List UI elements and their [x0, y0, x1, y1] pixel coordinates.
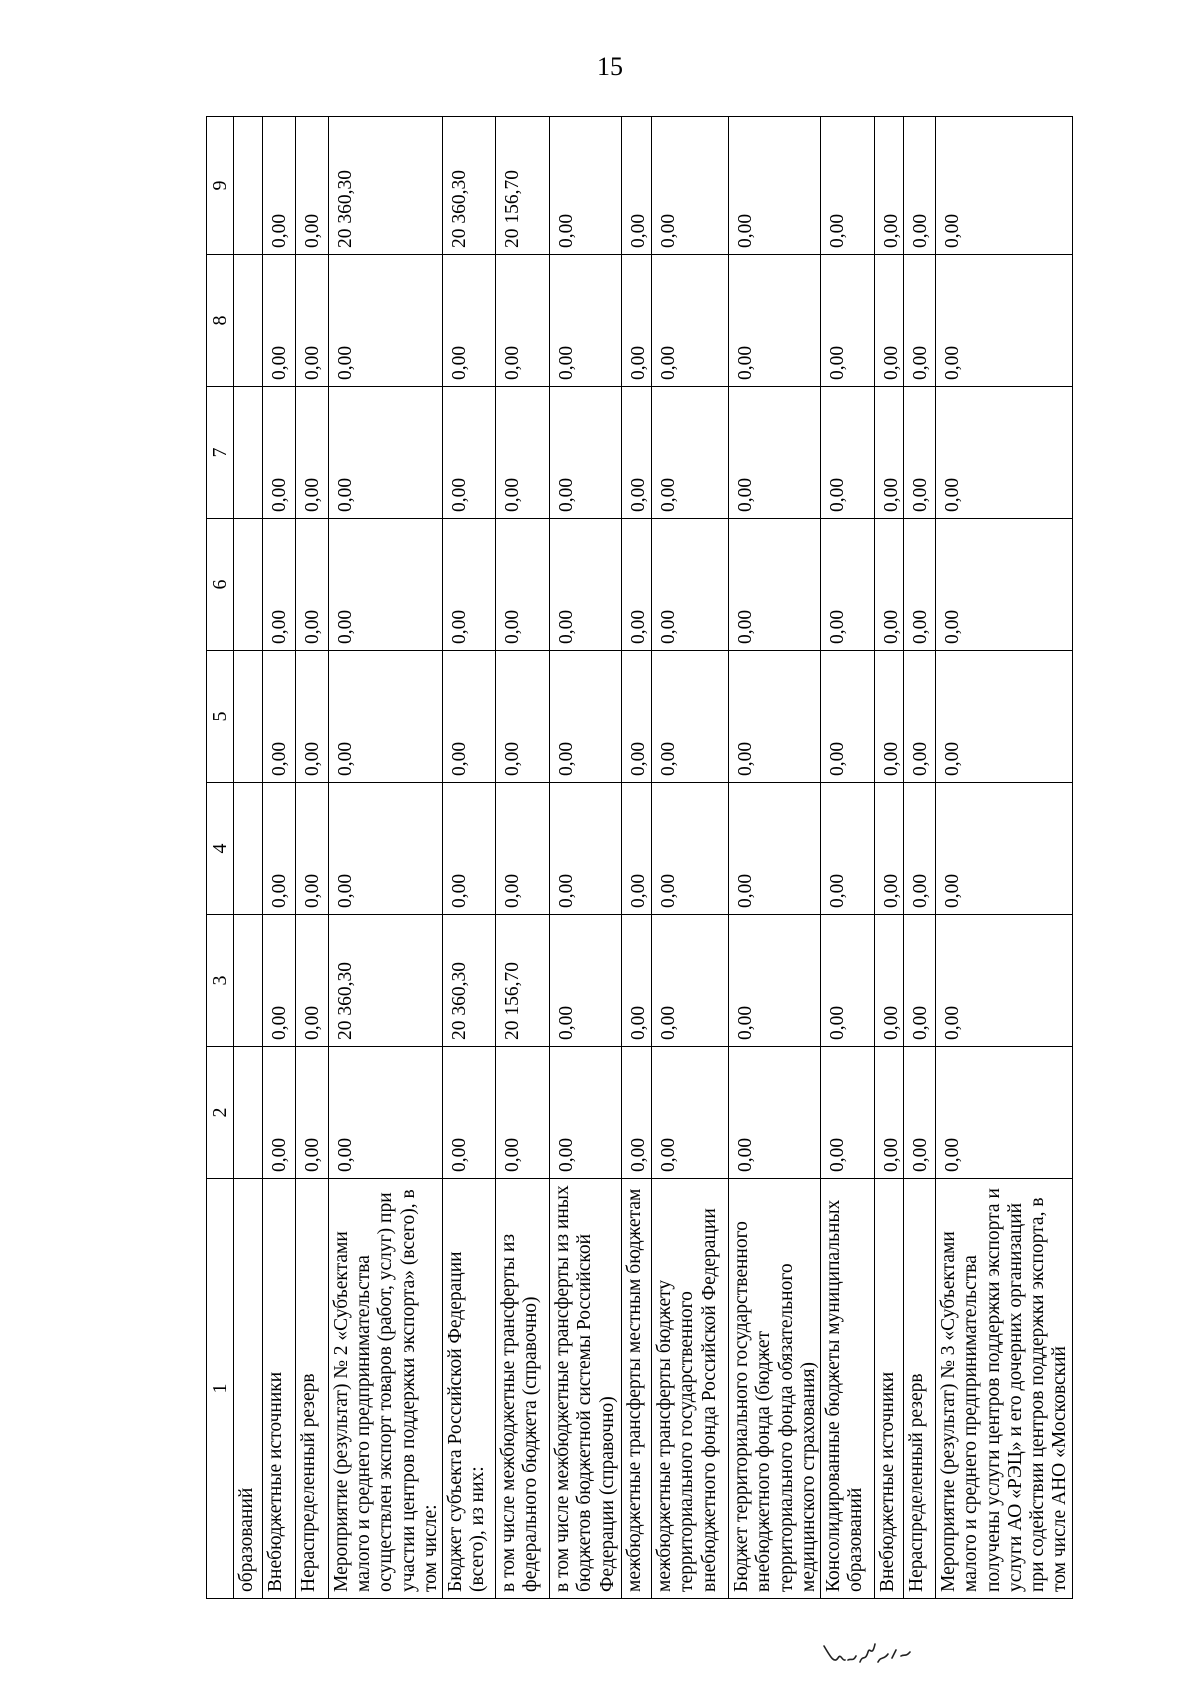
value-cell: 0,00 [550, 915, 622, 1047]
table-row [263, 117, 296, 1599]
value-cell: 0,00 [904, 915, 936, 1047]
value-cell: 0,00 [443, 651, 496, 783]
value-cell: 0,00 [936, 519, 1072, 651]
value-cell: 0,00 [496, 255, 550, 387]
value-cell: 0,00 [296, 783, 329, 915]
value-cell: 0,00 [443, 783, 496, 915]
value-cell: 0,00 [820, 915, 874, 1047]
value-cell: 20 360,30 [329, 915, 443, 1047]
value-cell: 0,00 [329, 519, 443, 651]
value-cell: 0,00 [550, 783, 622, 915]
value-cell [234, 783, 263, 915]
value-cell [234, 1047, 263, 1179]
value-cell: 0,00 [263, 117, 296, 255]
column-header: 6 [207, 519, 234, 651]
value-cell: 0,00 [622, 915, 652, 1047]
value-cell: 0,00 [904, 387, 936, 519]
value-cell: 0,00 [622, 117, 652, 255]
table-header-row [207, 117, 234, 1599]
value-cell: 0,00 [729, 651, 821, 783]
row-label: Нераспределенный резерв [904, 1179, 936, 1599]
value-cell [234, 651, 263, 783]
value-cell: 0,00 [874, 519, 903, 651]
table-row [329, 117, 443, 1599]
table-row [652, 117, 729, 1599]
value-cell: 0,00 [904, 1047, 936, 1179]
value-cell: 0,00 [329, 783, 443, 915]
value-cell: 0,00 [936, 255, 1072, 387]
value-cell: 0,00 [550, 1047, 622, 1179]
value-cell [234, 387, 263, 519]
value-cell: 20 360,30 [443, 915, 496, 1047]
value-cell: 0,00 [263, 915, 296, 1047]
value-cell: 0,00 [729, 255, 821, 387]
value-cell: 0,00 [443, 1047, 496, 1179]
table-row [296, 117, 329, 1599]
column-header: 3 [207, 915, 234, 1047]
row-label: Мероприятие (результат) № 2 «Субъектами малого и среднего предпринимательства осуществлен экспорт товаров (работ, услуг) при участии центров поддержки экспорта» (всего), в том числе: [329, 1179, 443, 1599]
value-cell: 0,00 [296, 255, 329, 387]
value-cell [234, 117, 263, 255]
column-header: 4 [207, 783, 234, 915]
value-cell: 0,00 [263, 519, 296, 651]
column-header: 8 [207, 255, 234, 387]
value-cell: 0,00 [263, 387, 296, 519]
value-cell: 0,00 [329, 255, 443, 387]
value-cell: 0,00 [729, 519, 821, 651]
value-cell: 0,00 [296, 117, 329, 255]
value-cell: 0,00 [820, 519, 874, 651]
value-cell: 0,00 [936, 117, 1072, 255]
value-cell: 0,00 [622, 651, 652, 783]
budget-table [206, 116, 1073, 1599]
value-cell: 0,00 [936, 1047, 1072, 1179]
value-cell: 0,00 [652, 519, 729, 651]
value-cell: 0,00 [652, 387, 729, 519]
column-header: 2 [207, 1047, 234, 1179]
value-cell: 20 156,70 [496, 117, 550, 255]
value-cell: 0,00 [443, 387, 496, 519]
value-cell [234, 915, 263, 1047]
value-cell: 0,00 [874, 915, 903, 1047]
value-cell: 0,00 [550, 117, 622, 255]
value-cell: 0,00 [874, 117, 903, 255]
value-cell: 0,00 [496, 519, 550, 651]
table-row [874, 117, 903, 1599]
value-cell: 20 156,70 [496, 915, 550, 1047]
row-label: в том числе межбюджетные трансферты из иных бюджетов бюджетной системы Российской Федерации (справочно) [550, 1179, 622, 1599]
value-cell: 0,00 [652, 1047, 729, 1179]
value-cell [234, 255, 263, 387]
value-cell: 0,00 [550, 519, 622, 651]
value-cell: 0,00 [496, 1047, 550, 1179]
value-cell: 0,00 [729, 783, 821, 915]
value-cell: 0,00 [874, 1047, 903, 1179]
value-cell: 0,00 [263, 255, 296, 387]
page-number: 15 [597, 52, 623, 81]
value-cell: 0,00 [936, 783, 1072, 915]
value-cell: 0,00 [729, 117, 821, 255]
budget-table-rotated [206, 117, 1071, 1599]
table-row [729, 117, 821, 1599]
table-row [622, 117, 652, 1599]
value-cell: 20 360,30 [329, 117, 443, 255]
value-cell: 0,00 [622, 519, 652, 651]
value-cell: 0,00 [622, 783, 652, 915]
value-cell: 0,00 [936, 387, 1072, 519]
column-header: 5 [207, 651, 234, 783]
value-cell: 0,00 [263, 1047, 296, 1179]
row-label: Бюджет субъекта Российской Федерации (всего), из них: [443, 1179, 496, 1599]
value-cell: 0,00 [622, 387, 652, 519]
value-cell: 0,00 [496, 387, 550, 519]
value-cell: 0,00 [622, 1047, 652, 1179]
value-cell: 0,00 [904, 519, 936, 651]
value-cell: 0,00 [729, 1047, 821, 1179]
value-cell: 0,00 [729, 915, 821, 1047]
value-cell: 0,00 [820, 117, 874, 255]
value-cell: 0,00 [329, 651, 443, 783]
value-cell: 0,00 [936, 651, 1072, 783]
row-label: в том числе межбюджетные трансферты из федерального бюджета (справочно) [496, 1179, 550, 1599]
value-cell: 0,00 [904, 255, 936, 387]
row-label: Мероприятие (результат) № 3 «Субъектами малого и среднего предпринимательства получены услуги центров поддержки экспорта и услуги АО «РЭЦ» и его дочерних организаций при содействии центров поддержки экспорта, в том числе АНО «Московский [936, 1179, 1072, 1599]
value-cell: 0,00 [820, 1047, 874, 1179]
value-cell: 0,00 [652, 915, 729, 1047]
value-cell: 0,00 [296, 651, 329, 783]
value-cell: 0,00 [652, 783, 729, 915]
table-row [550, 117, 622, 1599]
table-row [496, 117, 550, 1599]
handwritten-signature [818, 1636, 928, 1680]
value-cell: 0,00 [904, 651, 936, 783]
value-cell: 0,00 [443, 255, 496, 387]
column-header: 1 [207, 1179, 234, 1599]
value-cell: 0,00 [550, 651, 622, 783]
value-cell: 0,00 [263, 651, 296, 783]
row-label: образований [234, 1179, 263, 1599]
value-cell: 0,00 [652, 255, 729, 387]
table-row [936, 117, 1072, 1599]
value-cell: 0,00 [874, 783, 903, 915]
table-row [904, 117, 936, 1599]
value-cell: 0,00 [820, 783, 874, 915]
value-cell: 0,00 [443, 519, 496, 651]
value-cell: 0,00 [296, 915, 329, 1047]
value-cell: 0,00 [820, 651, 874, 783]
value-cell: 0,00 [729, 387, 821, 519]
value-cell: 0,00 [550, 255, 622, 387]
value-cell: 0,00 [820, 255, 874, 387]
value-cell: 0,00 [329, 1047, 443, 1179]
value-cell: 0,00 [296, 387, 329, 519]
value-cell: 0,00 [874, 651, 903, 783]
row-label: межбюджетные трансферты местным бюджетам [622, 1179, 652, 1599]
value-cell: 0,00 [496, 651, 550, 783]
value-cell: 0,00 [874, 255, 903, 387]
value-cell: 0,00 [263, 783, 296, 915]
value-cell: 0,00 [622, 255, 652, 387]
value-cell: 0,00 [874, 387, 903, 519]
value-cell [234, 519, 263, 651]
value-cell: 0,00 [296, 519, 329, 651]
value-cell: 0,00 [296, 1047, 329, 1179]
value-cell: 0,00 [904, 783, 936, 915]
table-row [234, 117, 263, 1599]
value-cell: 0,00 [550, 387, 622, 519]
value-cell: 0,00 [652, 651, 729, 783]
column-header: 9 [207, 117, 234, 255]
value-cell: 0,00 [904, 117, 936, 255]
value-cell: 0,00 [329, 387, 443, 519]
value-cell: 0,00 [652, 117, 729, 255]
row-label: Внебюджетные источники [263, 1179, 296, 1599]
row-label: Нераспределенный резерв [296, 1179, 329, 1599]
table-row [443, 117, 496, 1599]
row-label: Бюджет территориального государственного внебюджетного фонда (бюджет территориального фонда обязательного медицинского страхования) [729, 1179, 821, 1599]
row-label: Консолидированные бюджеты муниципальных образований [820, 1179, 874, 1599]
table-row [820, 117, 874, 1599]
row-label: Внебюджетные источники [874, 1179, 903, 1599]
value-cell: 20 360,30 [443, 117, 496, 255]
value-cell: 0,00 [936, 915, 1072, 1047]
value-cell: 0,00 [820, 387, 874, 519]
row-label: межбюджетные трансферты бюджету территориального государственного внебюджетного фонда Российской Федерации [652, 1179, 729, 1599]
value-cell: 0,00 [496, 783, 550, 915]
column-header: 7 [207, 387, 234, 519]
